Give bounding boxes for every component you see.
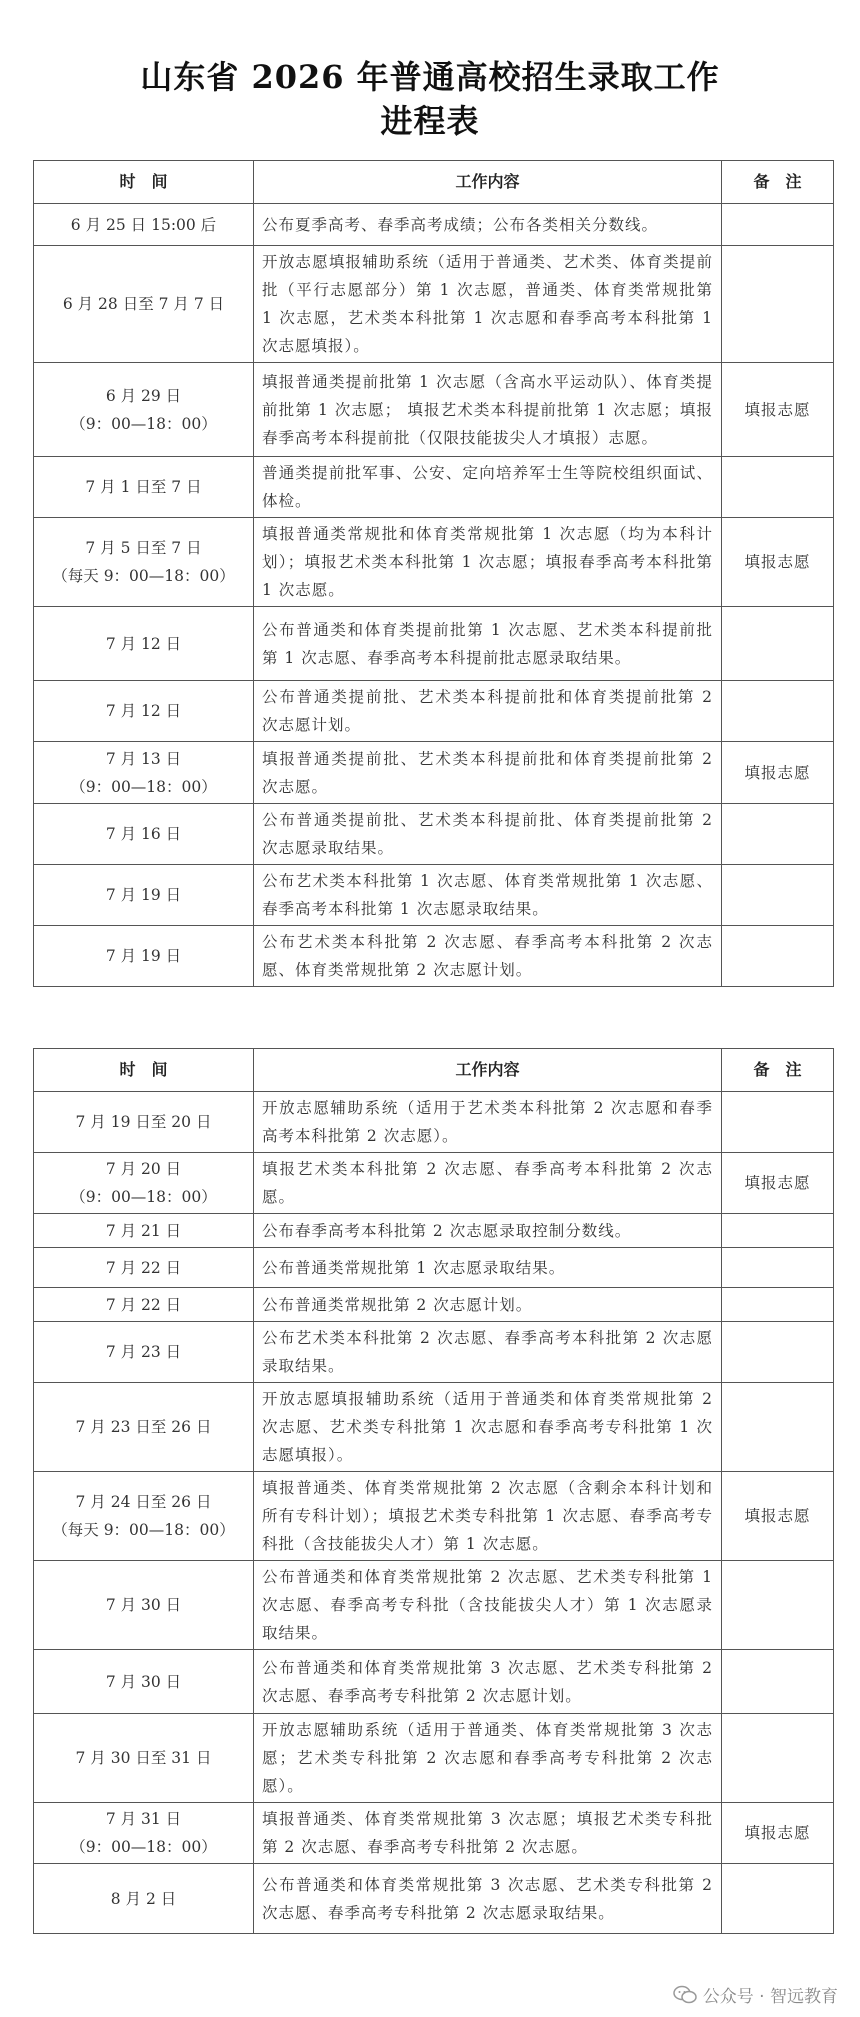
- table-row: [34, 1650, 834, 1714]
- document-title: 山东省 2026 年普通高校招生录取工作: [140, 58, 720, 96]
- row-note: 填报志愿: [722, 518, 834, 607]
- row-content: 填报普通类提前批第 1 次志愿（含高水平运动队）、体育类提前批第 1 次志愿； 填报艺术类本科提前批第 1 次志愿；填报春季高考本科提前批（仅限技能拔尖人才填报）志愿。: [254, 363, 722, 457]
- row-note: 填报志愿: [722, 742, 834, 804]
- row-note: [722, 1864, 834, 1934]
- row-content: 公布普通类常规批第 1 次志愿录取结果。: [254, 1248, 722, 1288]
- table-row: [34, 1803, 834, 1864]
- row-note: [722, 1714, 834, 1803]
- row-time: 7 月 30 日: [34, 1650, 254, 1714]
- row-note: [722, 1248, 834, 1288]
- table-row: [34, 246, 834, 363]
- row-time: 7 月 16 日: [34, 804, 254, 865]
- row-note: [722, 607, 834, 681]
- row-content: 开放志愿辅助系统（适用于普通类、体育类常规批第 3 次志愿；艺术类专科批第 2 次志愿和春季高考专科批第 2 次志愿）。: [254, 1714, 722, 1803]
- header-time: 时 间: [34, 161, 254, 204]
- row-note: [722, 865, 834, 926]
- row-content: 公布普通类和体育类常规批第 2 次志愿、艺术类专科批第 1 次志愿、春季高考专科批（含技能拔尖人才）第 1 次志愿录取结果。: [254, 1561, 722, 1650]
- row-content: 填报普通类、体育类常规批第 2 次志愿（含剩余本科计划和所有专科计划）；填报艺术类专科批第 1 次志愿、春季高考专科批（含技能拔尖人才）第 1 次志愿。: [254, 1472, 722, 1561]
- row-time: 7 月 19 日: [34, 865, 254, 926]
- row-content: 公布普通类提前批、艺术类本科提前批、体育类提前批第 2 次志愿录取结果。: [254, 804, 722, 865]
- row-content: 公布普通类常规批第 2 次志愿计划。: [254, 1288, 722, 1322]
- table-row: [34, 1288, 834, 1322]
- row-note: 填报志愿: [722, 1803, 834, 1864]
- table-row: [34, 363, 834, 457]
- row-note: [722, 246, 834, 363]
- row-note: [722, 1214, 834, 1248]
- schedule-table-part1: [33, 160, 834, 987]
- row-note: [722, 1650, 834, 1714]
- table-row: [34, 204, 834, 246]
- row-note: 填报志愿: [722, 1472, 834, 1561]
- table-row: [34, 1383, 834, 1472]
- row-time: 6 月 28 日至 7 月 7 日: [34, 246, 254, 363]
- schedule-table-part2: [33, 1048, 834, 1934]
- row-time: 8 月 2 日: [34, 1864, 254, 1934]
- row-time: 7 月 12 日: [34, 607, 254, 681]
- row-note: [722, 1322, 834, 1383]
- watermark: [673, 1982, 838, 2007]
- watermark-text: 公众号 · 智远教育: [702, 1987, 838, 2007]
- table-header-row: [34, 1049, 834, 1092]
- row-time: 6 月 25 日 15:00 后: [34, 204, 254, 246]
- row-time: 7 月 23 日: [34, 1322, 254, 1383]
- row-content: 开放志愿辅助系统（适用于艺术类本科批第 2 次志愿和春季高考本科批第 2 次志愿）。: [254, 1092, 722, 1153]
- row-time: 7 月 1 日至 7 日: [34, 457, 254, 518]
- table-row: [34, 1092, 834, 1153]
- row-content: 公布艺术类本科批第 2 次志愿、春季高考本科批第 2 次志愿、体育类常规批第 2 次志愿计划。: [254, 926, 722, 987]
- table-row: [34, 1472, 834, 1561]
- header-note: 备 注: [722, 161, 834, 204]
- row-note: [722, 204, 834, 246]
- table-row: [34, 518, 834, 607]
- row-content: 普通类提前批军事、公安、定向培养军士生等院校组织面试、体检。: [254, 457, 722, 518]
- row-time: 7 月 31 日 （9：00—18：00）: [34, 1803, 254, 1864]
- row-time: 7 月 21 日: [34, 1214, 254, 1248]
- header-content: 工作内容: [254, 161, 722, 204]
- row-note: [722, 804, 834, 865]
- row-time: 7 月 5 日至 7 日 （每天 9：00—18：00）: [34, 518, 254, 607]
- header-content: 工作内容: [254, 1049, 722, 1092]
- row-content: 填报普通类常规批和体育类常规批第 1 次志愿（均为本科计划）；填报艺术类本科批第 1 次志愿；填报春季高考本科批第 1 次志愿。: [254, 518, 722, 607]
- table-row: [34, 457, 834, 518]
- row-time: 7 月 30 日至 31 日: [34, 1714, 254, 1803]
- row-content: 公布夏季高考、春季高考成绩；公布各类相关分数线。: [254, 204, 722, 246]
- row-note: [722, 1288, 834, 1322]
- row-time: 7 月 12 日: [34, 681, 254, 742]
- header-time: 时 间: [34, 1049, 254, 1092]
- row-time: 7 月 20 日 （9：00—18：00）: [34, 1153, 254, 1214]
- row-content: 公布普通类和体育类常规批第 3 次志愿、艺术类专科批第 2 次志愿、春季高考专科批第 2 次志愿录取结果。: [254, 1864, 722, 1934]
- table-row: [34, 1714, 834, 1803]
- header-note: 备 注: [722, 1049, 834, 1092]
- row-content: 公布普通类和体育类常规批第 3 次志愿、艺术类专科批第 2 次志愿、春季高考专科批第 2 次志愿计划。: [254, 1650, 722, 1714]
- row-content: 填报普通类提前批、艺术类本科提前批和体育类提前批第 2 次志愿。: [254, 742, 722, 804]
- wechat-icon: [673, 1985, 697, 2005]
- row-time: 7 月 19 日至 20 日: [34, 1092, 254, 1153]
- row-content: 公布艺术类本科批第 2 次志愿、春季高考本科批第 2 次志愿录取结果。: [254, 1322, 722, 1383]
- row-note: [722, 1092, 834, 1153]
- table-row: [34, 742, 834, 804]
- row-time: 7 月 13 日 （9：00—18：00）: [34, 742, 254, 804]
- row-time: 7 月 23 日至 26 日: [34, 1383, 254, 1472]
- row-content: 公布普通类提前批、艺术类本科提前批和体育类提前批第 2 次志愿计划。: [254, 681, 722, 742]
- row-time: 7 月 24 日至 26 日 （每天 9：00—18：00）: [34, 1472, 254, 1561]
- row-note: [722, 926, 834, 987]
- table-row: [34, 681, 834, 742]
- row-note: [722, 1383, 834, 1472]
- table-header-row: [34, 161, 834, 204]
- table-row: [34, 1322, 834, 1383]
- row-content: 填报艺术类本科批第 2 次志愿、春季高考本科批第 2 次志愿。: [254, 1153, 722, 1214]
- row-content: 开放志愿填报辅助系统（适用于普通类和体育类常规批第 2 次志愿、艺术类专科批第 1 次志愿和春季高考专科批第 1 次志愿填报）。: [254, 1383, 722, 1472]
- table-row: [34, 607, 834, 681]
- document-title-line2: 进程表: [380, 102, 480, 140]
- row-time: 7 月 30 日: [34, 1561, 254, 1650]
- row-content: 公布艺术类本科批第 1 次志愿、体育类常规批第 1 次志愿、春季高考本科批第 1 次志愿录取结果。: [254, 865, 722, 926]
- row-note: [722, 681, 834, 742]
- table-row: [34, 926, 834, 987]
- row-note: [722, 1561, 834, 1650]
- row-content: 公布春季高考本科批第 2 次志愿录取控制分数线。: [254, 1214, 722, 1248]
- row-content: 公布普通类和体育类提前批第 1 次志愿、艺术类本科提前批第 1 次志愿、春季高考本科提前批志愿录取结果。: [254, 607, 722, 681]
- table-row: [34, 1248, 834, 1288]
- row-note: 填报志愿: [722, 1153, 834, 1214]
- row-content: 填报普通类、体育类常规批第 3 次志愿；填报艺术类专科批第 2 次志愿、春季高考专科批第 2 次志愿。: [254, 1803, 722, 1864]
- table-row: [34, 1561, 834, 1650]
- row-time: 6 月 29 日 （9：00—18：00）: [34, 363, 254, 457]
- row-time: 7 月 19 日: [34, 926, 254, 987]
- table-row: [34, 1214, 834, 1248]
- row-content: 开放志愿填报辅助系统（适用于普通类、艺术类、体育类提前批（平行志愿部分）第 1 次志愿，普通类、体育类常规批第 1 次志愿，艺术类本科批第 1 次志愿和春季高考本科批第 1 次志愿填报）。: [254, 246, 722, 363]
- table-row: [34, 804, 834, 865]
- table-row: [34, 1864, 834, 1934]
- row-time: 7 月 22 日: [34, 1248, 254, 1288]
- row-note: 填报志愿: [722, 363, 834, 457]
- row-note: [722, 457, 834, 518]
- table-row: [34, 865, 834, 926]
- row-time: 7 月 22 日: [34, 1288, 254, 1322]
- table-row: [34, 1153, 834, 1214]
